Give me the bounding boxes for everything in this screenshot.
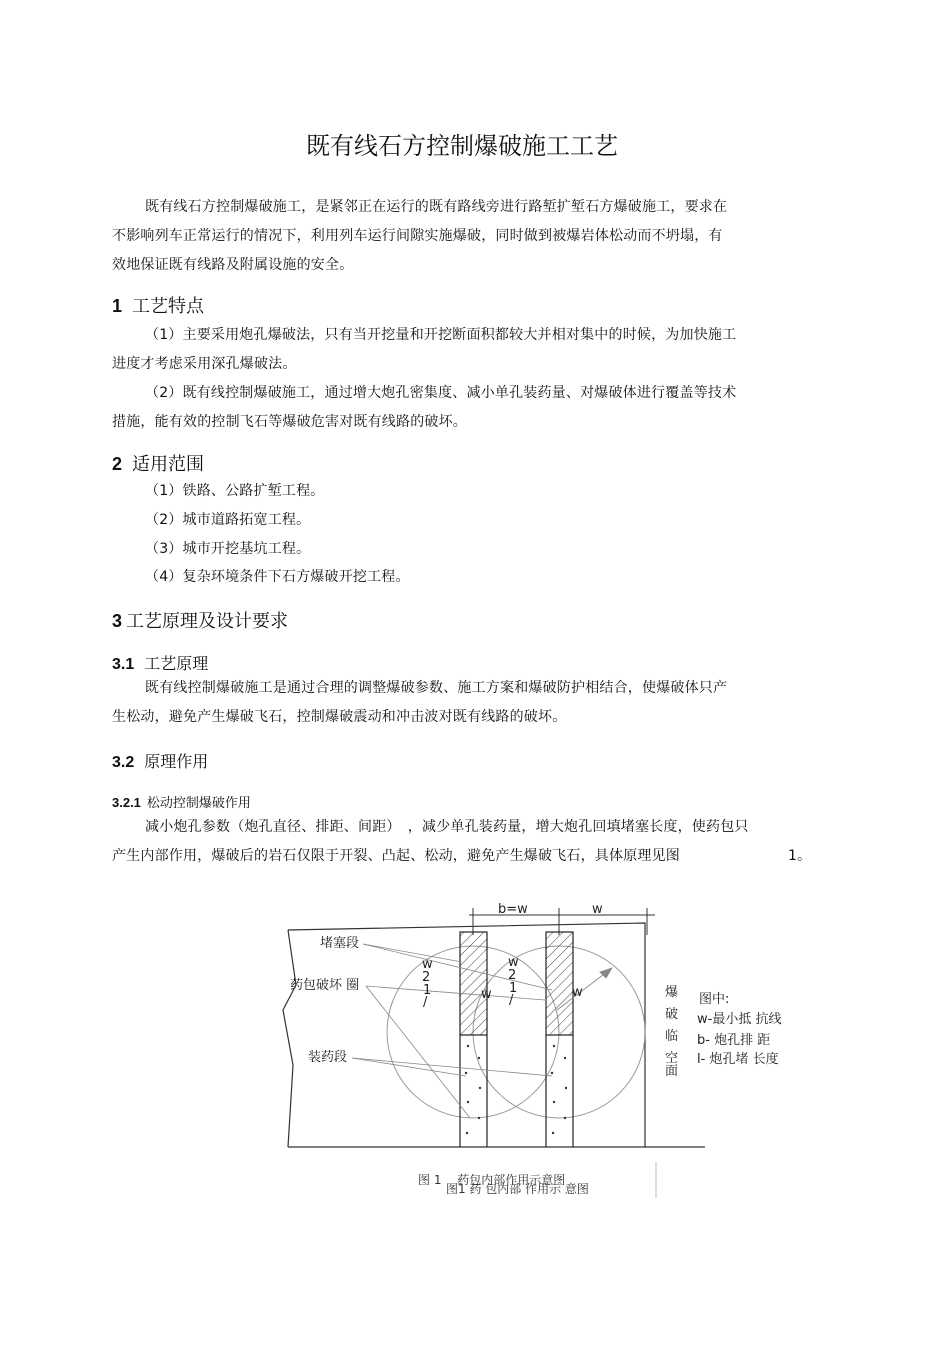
section-1-line-3: （2）既有线控制爆破施工，通过增大炮孔密集度、减小单孔装药量、对爆破体进行覆盖等技术 xyxy=(145,385,737,401)
hole-1-frac-1: 1 xyxy=(423,983,432,998)
section-3-number: 3 xyxy=(112,611,123,631)
section-3-2-1-title: 松动控制爆破作用 xyxy=(146,796,251,811)
section-2-number: 2 xyxy=(112,454,123,474)
label-damage-ring: 药包破坏 圈 xyxy=(290,978,360,993)
section-3-title: 工艺原理及设计要求 xyxy=(126,611,289,632)
free-face-char-5: 面 xyxy=(665,1064,679,1079)
hole-1-frac-slash: / xyxy=(423,995,428,1010)
section-3-2-1-line-1: 减小炮孔参数（炮孔直径、排距、间距） ，减少单孔装药量，增大炮孔回填堵塞长度，使药包只 xyxy=(145,819,749,835)
stemming-section-1 xyxy=(460,932,487,1035)
page-title: 既有线石方控制爆破施工工艺 xyxy=(306,132,618,160)
hole-2-frac-1: 1 xyxy=(509,981,518,996)
dim-label-bw: b=w xyxy=(498,902,528,917)
figure-reference: 1。 xyxy=(788,848,812,864)
legend-title: 图中: xyxy=(699,992,730,1007)
free-face-char-4: 空 xyxy=(665,1051,679,1066)
intro-line-2: 不影响列车正常运行的情况下，利用列车运行间隙实施爆破，同时做到被爆岩体松动而不坍塌，有 xyxy=(112,228,723,244)
section-2-item-1: （1）铁路、公路扩堑工程。 xyxy=(145,483,325,499)
hole-2-inner-w: w xyxy=(572,985,583,1000)
stemming-section-2 xyxy=(546,932,573,1035)
dim-label-w: w xyxy=(592,902,603,917)
rock-left-break-line xyxy=(283,930,296,1147)
section-3-1-line-2: 生松动，避免产生爆破飞石，控制爆破震动和冲击波对既有线路的破坏。 xyxy=(112,709,567,725)
section-2-item-4: （4）复杂环境条件下石方爆破开挖工程。 xyxy=(145,569,410,585)
free-face-char-2: 破 xyxy=(665,1007,679,1022)
free-face-char-1: 爆 xyxy=(665,985,679,1000)
hole-1-w: w xyxy=(422,957,433,972)
section-1-line-4: 措施，能有效的控制飞石等爆破危害对既有线路的破坏。 xyxy=(112,414,467,430)
leader-charge-2 xyxy=(352,1058,552,1076)
radius-arrow-head xyxy=(600,968,612,978)
charge-dots xyxy=(465,1045,567,1134)
hole-2-frac-slash: / xyxy=(509,993,514,1008)
free-face-char-3: 临 xyxy=(665,1029,679,1044)
figure-caption-1: 图 1 药包内部作用示意图 xyxy=(418,1173,566,1187)
section-2-item-2: （2）城市道路拓宽工程。 xyxy=(145,512,311,528)
leader-stemming-2 xyxy=(363,944,552,990)
hole-1-frac-2: 2 xyxy=(422,970,431,985)
intro-line-3: 效地保证既有线路及附属设施的安全。 xyxy=(112,257,354,273)
hole-2-w: w xyxy=(508,955,519,970)
section-2-item-3: （3）城市开挖基坑工程。 xyxy=(145,541,311,557)
figure-caption-2: 图1 药 包内部 作用示 意图 xyxy=(446,1182,589,1196)
label-charge: 装药段 xyxy=(308,1050,348,1065)
hole-2-frac-2: 2 xyxy=(508,968,517,983)
leader-stemming-1 xyxy=(363,944,462,962)
blast-hole-2 xyxy=(546,932,573,1147)
section-3-1-line-1: 既有线控制爆破施工是通过合理的调整爆破参数、施工方案和爆破防护相结合，使爆破体只产 xyxy=(145,680,728,696)
label-stemming: 堵塞段 xyxy=(320,936,360,951)
section-3-2-title: 原理作用 xyxy=(144,752,209,771)
hole-1-inner-w: w xyxy=(481,987,492,1002)
section-1-line-1: （1）主要采用炮孔爆破法，只有当开挖量和开挖断面积都较大并相对集中的时候，为加快施工 xyxy=(145,327,737,343)
section-3-2-number: 3.2 xyxy=(112,754,135,771)
section-1-title: 工艺特点 xyxy=(132,296,205,317)
section-3-1-number: 3.1 xyxy=(112,656,135,673)
legend-l: l- 炮孔堵 长度 xyxy=(697,1052,779,1067)
section-1-number: 1 xyxy=(112,296,123,316)
leader-ring-2 xyxy=(366,986,545,1000)
intro-line-1: 既有线石方控制爆破施工，是紧邻正在运行的既有路线旁进行路堑扩堑石方爆破施工，要求在 xyxy=(145,199,728,215)
section-3-2-1-number: 3.2.1 xyxy=(112,795,141,810)
section-3-1-title: 工艺原理 xyxy=(144,654,209,673)
legend-w: w-最小抵 抗线 xyxy=(697,1012,782,1027)
legend-b: b- 炮孔排 距 xyxy=(697,1033,771,1048)
dimension-lines xyxy=(469,908,655,935)
section-3-2-1-line-2: 产生内部作用，爆破后的岩石仅限于开裂、凸起、松动，避免产生爆破飞石，具体原理见图 xyxy=(112,848,680,864)
rock-outline xyxy=(283,923,705,1147)
section-1-line-2: 进度才考虑采用深孔爆破法。 xyxy=(112,356,297,372)
section-2-title: 适用范围 xyxy=(132,454,205,475)
